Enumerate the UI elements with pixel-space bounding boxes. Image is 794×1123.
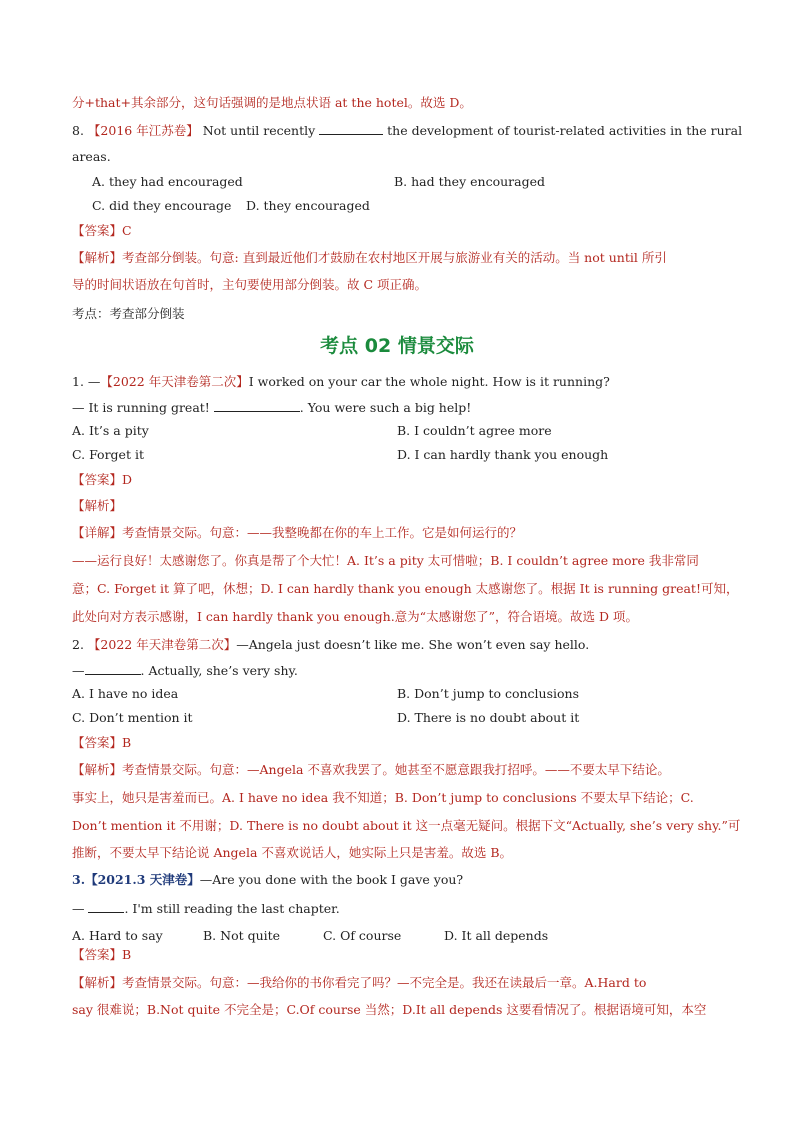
- question-source: 【2016 年江苏卷】: [87, 123, 199, 138]
- answer-blank: [85, 663, 141, 675]
- question-stem: —Angela just doesn’t like me. She won’t even say hello.: [236, 637, 590, 652]
- answer-label: 【答案】: [72, 223, 123, 238]
- detail-line: [72, 524, 522, 542]
- question-stem: —Are you done with the book I gave you?: [199, 872, 464, 887]
- answer-line: [72, 471, 132, 489]
- question-source: 【2022 年天津卷第二次】: [87, 637, 237, 652]
- answer-line: [72, 734, 131, 752]
- detail-text: ——运行良好！太感谢您了。你真是帮了个大忙！A. It’s a pity 太可惜啦；B. I couldn’t agree more 我非常同: [72, 553, 699, 568]
- option-b: B. Not quite: [203, 928, 281, 943]
- option-a: A. It’s a pity: [72, 423, 149, 438]
- question-stem: I worked on your car the whole night. How is it running?: [248, 374, 610, 389]
- analysis-text: 推断，不要太早下结论说 Angela 不喜欢说话人，她实际上只是害羞。故选 B。: [72, 845, 513, 860]
- option-c: C. Don’t mention it: [72, 710, 193, 725]
- question-3: [72, 871, 463, 889]
- analysis-text: Don’t mention it 不用谢；D. There is no doubt about it 这一点毫无疑问。根据下文“Actually, she’s very shy.”可: [72, 818, 741, 833]
- option-b: B. Don’t jump to conclusions: [397, 686, 580, 701]
- analysis-label: 【解析】: [72, 250, 123, 265]
- option-b: B. had they encouraged: [394, 174, 545, 189]
- answer-value: C: [122, 223, 132, 238]
- answer-label: 【答案】: [72, 472, 123, 487]
- question-1: [72, 373, 610, 391]
- answer-blank: [214, 400, 300, 412]
- kaodian-line: 考点：考查部分倒装: [72, 306, 185, 321]
- question-stem: areas.: [72, 149, 111, 164]
- dialog-text: —: [72, 663, 85, 678]
- section-heading: 考点 02 情景交际: [320, 335, 474, 357]
- option-c: C. Of course: [323, 928, 402, 943]
- question-source: 【2022 年天津卷第二次】: [100, 374, 249, 389]
- answer-line: [72, 222, 132, 240]
- detail-label: 【详解】: [72, 525, 123, 540]
- question-line-2: [72, 900, 340, 918]
- analysis-label: 【解析】: [72, 498, 123, 513]
- analysis-label: 【解析】: [72, 975, 123, 990]
- analysis-line: [72, 974, 646, 992]
- question-number: 2.: [72, 637, 84, 652]
- analysis-text: 考查部分倒装。句意: 直到最近他们才鼓励在农村地区开展与旅游业有关的活动。当 not until 所引: [122, 250, 667, 265]
- answer-blank: [319, 123, 383, 135]
- answer-value: B: [122, 947, 132, 962]
- analysis-text: 导的时间状语放在句首时，主句要使用部分倒装。故 C 项正确。: [72, 277, 428, 292]
- answer-label: 【答案】: [72, 947, 123, 962]
- dialog-text: —: [72, 901, 89, 916]
- dialog-text: . I'm still reading the last chapter.: [124, 901, 340, 916]
- detail-text: 此处向对方表示感谢，I can hardly thank you enough.意为“太感谢您了”，符合语境。故选 D 项。: [72, 609, 638, 624]
- dialog-text: . Actually, she’s very shy.: [140, 663, 298, 678]
- answer-value: B: [122, 735, 132, 750]
- detail-text: 考查情景交际。句意：——我整晚都在你的车上工作。它是如何运行的？: [122, 525, 523, 540]
- dialog-text: . You were such a big help!: [299, 400, 472, 415]
- option-c: C. Forget it: [72, 447, 144, 462]
- option-a: A. I have no idea: [72, 686, 179, 701]
- question-stem: Not until recently: [202, 123, 316, 138]
- answer-line: [72, 946, 131, 964]
- analysis-line: [72, 761, 670, 779]
- question-source: 【2021.3 天津卷】: [85, 872, 200, 887]
- question-number: 3.: [72, 872, 86, 887]
- question-number: 1. —: [72, 374, 101, 389]
- question-line-2: [72, 662, 298, 680]
- question-stem: the development of tourist-related activities in the rural: [387, 123, 743, 138]
- analysis-label: 【解析】: [72, 762, 123, 777]
- intro-line: 分+that+其余部分，这句话强调的是地点状语 at the hotel。故选 D。: [72, 95, 472, 110]
- answer-value: D: [122, 472, 133, 487]
- answer-label: 【答案】: [72, 735, 123, 750]
- analysis-text: say 很难说；B.Not quite 不完全是；C.Of course 当然；D.It all depends 这要看情况了。根据语境可知，本空: [72, 1002, 707, 1017]
- option-d: D. they encouraged: [246, 198, 370, 213]
- question-line-2: [72, 399, 471, 417]
- option-b: B. I couldn’t agree more: [397, 423, 552, 438]
- option-d: D. It all depends: [444, 928, 549, 943]
- answer-blank: [88, 901, 124, 913]
- analysis-text: 事实上，她只是害羞而已。A. I have no idea 我不知道；B. Don’t jump to conclusions 不要太早下结论；C.: [72, 790, 694, 805]
- question-8: [72, 122, 742, 140]
- option-c: C. did they encourage: [92, 198, 232, 213]
- option-d: D. I can hardly thank you enough: [397, 447, 609, 462]
- detail-text: 意；C. Forget it 算了吧，休想；D. I can hardly thank you enough 太感谢您了。根据 It is running great!可知，: [72, 581, 739, 596]
- option-a: A. Hard to say: [72, 928, 163, 943]
- question-number: 8.: [72, 123, 84, 138]
- option-a: A. they had encouraged: [92, 174, 243, 189]
- analysis-line: [72, 249, 667, 267]
- dialog-text: — It is running great!: [72, 400, 214, 415]
- option-d: D. There is no doubt about it: [397, 710, 580, 725]
- analysis-text: 考查情景交际。句意：—Angela 不喜欢我罢了。她甚至不愿意跟我打招呼。——不要太早下结论。: [122, 762, 670, 777]
- question-2: [72, 636, 589, 654]
- analysis-text: 考查情景交际。句意：—我给你的书你看完了吗？—不完全是。我还在读最后一章。A.Hard to: [122, 975, 647, 990]
